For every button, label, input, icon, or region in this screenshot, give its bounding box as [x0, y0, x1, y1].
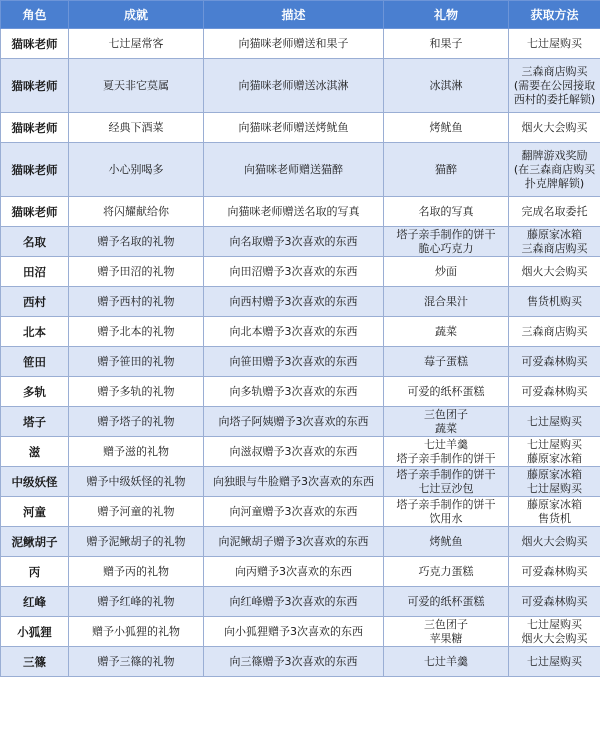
- achievement-cell: 赠予塔子的礼物: [69, 407, 204, 437]
- table-row: [1, 347, 600, 377]
- role-cell: 猫咪老师: [1, 59, 69, 113]
- method-line: 烟火大会购买: [521, 120, 588, 134]
- description-cell: 向田沼赠予3次喜欢的东西: [204, 257, 384, 287]
- gift-line: 猫醉: [435, 162, 457, 176]
- description-cell: 向西村赠予3次喜欢的东西: [204, 287, 384, 317]
- description-cell: 向泥鳅胡子赠予3次喜欢的东西: [204, 527, 384, 557]
- gift-cell: [384, 527, 509, 557]
- table-row: [1, 143, 600, 197]
- gift-line: 三色团子: [424, 407, 468, 421]
- role-cell: 滋: [1, 437, 69, 467]
- table-row: [1, 317, 600, 347]
- role-cell: 北本: [1, 317, 69, 347]
- gift-line: 冰淇淋: [429, 78, 463, 92]
- method-cell: [509, 143, 600, 197]
- gift-line: 名取的写真: [418, 204, 474, 218]
- gift-line: 蔬菜: [435, 421, 457, 435]
- role-cell: 丙: [1, 557, 69, 587]
- achievement-cell: 赠予丙的礼物: [69, 557, 204, 587]
- table-row: [1, 113, 600, 143]
- gift-line: 莓子蛋糕: [424, 354, 468, 368]
- gift-line: 七辻豆沙包: [418, 481, 474, 495]
- method-line: 七辻屋购买: [527, 654, 582, 668]
- role-cell: 多轨: [1, 377, 69, 407]
- achievement-cell: 赠予名取的礼物: [69, 227, 204, 257]
- method-line: 烟火大会购买: [521, 631, 588, 645]
- role-cell: 塔子: [1, 407, 69, 437]
- gift-cell: [384, 587, 509, 617]
- table-row: [1, 437, 600, 467]
- method-line: (在三森商店购买: [513, 162, 596, 176]
- method-line: 三森商店购买: [521, 324, 588, 338]
- method-line: 烟火大会购买: [521, 534, 588, 548]
- gift-line: 塔子亲手制作的饼干: [396, 227, 496, 241]
- table-row: [1, 587, 600, 617]
- method-cell: [509, 197, 600, 227]
- method-line: 藤原家冰箱: [527, 497, 582, 511]
- role-cell: 猫咪老师: [1, 197, 69, 227]
- table-row: [1, 617, 600, 647]
- method-line: 售货机购买: [527, 294, 582, 308]
- table-row: [1, 29, 600, 59]
- method-line: 扑克牌解锁): [524, 176, 585, 190]
- role-cell: 笹田: [1, 347, 69, 377]
- header-gift: 礼物: [384, 1, 509, 29]
- method-cell: [509, 617, 600, 647]
- gift-line: 烤鱿鱼: [429, 120, 463, 134]
- method-cell: [509, 347, 600, 377]
- description-cell: 向小狐狸赠予3次喜欢的东西: [204, 617, 384, 647]
- method-line: 可爱森林购买: [521, 594, 588, 608]
- gift-cell: [384, 113, 509, 143]
- table-row: [1, 527, 600, 557]
- achievement-cell: 赠予笹田的礼物: [69, 347, 204, 377]
- header-description: 描述: [204, 1, 384, 29]
- role-cell: 猫咪老师: [1, 143, 69, 197]
- method-line: (需要在公园接取: [513, 78, 596, 92]
- achievement-cell: 赠予多轨的礼物: [69, 377, 204, 407]
- method-cell: [509, 407, 600, 437]
- method-line: 七辻屋购买: [527, 437, 582, 451]
- method-line: 翻牌游戏奖励: [521, 148, 588, 162]
- table-row: [1, 197, 600, 227]
- method-line: 可爱森林购买: [521, 564, 588, 578]
- description-cell: 向河童赠予3次喜欢的东西: [204, 497, 384, 527]
- gift-cell: [384, 407, 509, 437]
- table-row: [1, 647, 600, 677]
- table-header: [1, 1, 600, 29]
- role-cell: 小狐狸: [1, 617, 69, 647]
- gift-cell: [384, 227, 509, 257]
- gift-cell: [384, 557, 509, 587]
- gift-cell: [384, 647, 509, 677]
- gift-cell: [384, 257, 509, 287]
- description-cell: 向三篠赠予3次喜欢的东西: [204, 647, 384, 677]
- achievement-cell: 夏天非它莫属: [69, 59, 204, 113]
- gift-line: 可爱的纸杯蛋糕: [407, 594, 485, 608]
- method-line: 藤原家冰箱: [527, 467, 582, 481]
- table-body: [1, 29, 600, 677]
- gift-line: 炒面: [435, 264, 457, 278]
- gift-line: 七辻羊羹: [424, 654, 468, 668]
- table-row: [1, 287, 600, 317]
- gift-line: 巧克力蛋糕: [418, 564, 474, 578]
- method-line: 完成名取委托: [521, 204, 588, 218]
- method-cell: [509, 467, 600, 497]
- method-cell: [509, 317, 600, 347]
- method-line: 藤原家冰箱: [527, 451, 582, 465]
- gift-line: 脆心巧克力: [418, 241, 474, 255]
- table-row: [1, 467, 600, 497]
- gift-line: 和果子: [429, 36, 463, 50]
- role-cell: 名取: [1, 227, 69, 257]
- method-line: 七辻屋购买: [527, 414, 582, 428]
- table-row: [1, 407, 600, 437]
- header-row: [1, 1, 600, 29]
- header-role: 角色: [1, 1, 69, 29]
- description-cell: 向塔子阿姨赠予3次喜欢的东西: [204, 407, 384, 437]
- achievement-cell: 小心别喝多: [69, 143, 204, 197]
- achievement-cell: 经典下酒菜: [69, 113, 204, 143]
- method-line: 七辻屋购买: [527, 36, 582, 50]
- gift-line: 可爱的纸杯蛋糕: [407, 384, 485, 398]
- method-line: 藤原家冰箱: [527, 227, 582, 241]
- gift-line: 七辻羊羹: [424, 437, 468, 451]
- gift-cell: [384, 377, 509, 407]
- method-cell: [509, 287, 600, 317]
- gift-cell: [384, 617, 509, 647]
- header-achievement: 成就: [69, 1, 204, 29]
- achievement-cell: 赠予泥鳅胡子的礼物: [69, 527, 204, 557]
- description-cell: 向北本赠予3次喜欢的东西: [204, 317, 384, 347]
- table-row: [1, 59, 600, 113]
- achievement-cell: 七辻屋常客: [69, 29, 204, 59]
- method-line: 七辻屋购买: [527, 617, 582, 631]
- description-cell: 向丙赠予3次喜欢的东西: [204, 557, 384, 587]
- description-cell: 向猫咪老师赠送名取的写真: [204, 197, 384, 227]
- achievement-cell: 赠予西村的礼物: [69, 287, 204, 317]
- gift-line: 塔子亲手制作的饼干: [396, 451, 496, 465]
- role-cell: 中级妖怪: [1, 467, 69, 497]
- description-cell: 向多轨赠予3次喜欢的东西: [204, 377, 384, 407]
- gift-cell: [384, 437, 509, 467]
- table-row: [1, 377, 600, 407]
- description-cell: 向滋叔赠予3次喜欢的东西: [204, 437, 384, 467]
- description-cell: 向独眼与牛脸赠予3次喜欢的东西: [204, 467, 384, 497]
- achievement-cell: 赠予小狐狸的礼物: [69, 617, 204, 647]
- achievement-cell: 赠予三篠的礼物: [69, 647, 204, 677]
- method-cell: [509, 587, 600, 617]
- method-line: 烟火大会购买: [521, 264, 588, 278]
- achievement-cell: 赠予中级妖怪的礼物: [69, 467, 204, 497]
- role-cell: 田沼: [1, 257, 69, 287]
- gift-cell: [384, 317, 509, 347]
- description-cell: 向猫咪老师赠送猫醉: [204, 143, 384, 197]
- description-cell: 向猫咪老师赠送烤鱿鱼: [204, 113, 384, 143]
- method-cell: [509, 497, 600, 527]
- table-row: [1, 497, 600, 527]
- method-cell: [509, 227, 600, 257]
- description-cell: 向名取赠予3次喜欢的东西: [204, 227, 384, 257]
- description-cell: 向笹田赠予3次喜欢的东西: [204, 347, 384, 377]
- role-cell: 三篠: [1, 647, 69, 677]
- gift-line: 蔬菜: [435, 324, 457, 338]
- method-cell: [509, 377, 600, 407]
- achievement-cell: 赠予滋的礼物: [69, 437, 204, 467]
- gift-cell: [384, 287, 509, 317]
- achievement-cell: 赠予北本的礼物: [69, 317, 204, 347]
- gift-line: 塔子亲手制作的饼干: [396, 497, 496, 511]
- achievement-cell: 将闪耀献给你: [69, 197, 204, 227]
- table-row: [1, 257, 600, 287]
- method-line: 可爱森林购买: [521, 354, 588, 368]
- method-line: 三森商店购买: [521, 241, 588, 255]
- table-row: [1, 557, 600, 587]
- header-method: 获取方法: [509, 1, 600, 29]
- role-cell: 红峰: [1, 587, 69, 617]
- gift-line: 饮用水: [429, 511, 463, 525]
- gift-cell: [384, 197, 509, 227]
- description-cell: 向猫咪老师赠送冰淇淋: [204, 59, 384, 113]
- role-cell: 河童: [1, 497, 69, 527]
- gift-cell: [384, 467, 509, 497]
- gift-line: 塔子亲手制作的饼干: [396, 467, 496, 481]
- method-cell: [509, 527, 600, 557]
- method-cell: [509, 113, 600, 143]
- method-line: 三森商店购买: [521, 64, 588, 78]
- method-cell: [509, 29, 600, 59]
- method-line: 售货机: [538, 511, 571, 525]
- method-cell: [509, 557, 600, 587]
- method-line: 七辻屋购买: [527, 481, 582, 495]
- description-cell: 向红峰赠予3次喜欢的东西: [204, 587, 384, 617]
- method-line: 可爱森林购买: [521, 384, 588, 398]
- achievement-cell: 赠予田沼的礼物: [69, 257, 204, 287]
- role-cell: 猫咪老师: [1, 113, 69, 143]
- achievement-cell: 赠予河童的礼物: [69, 497, 204, 527]
- gift-cell: [384, 497, 509, 527]
- gift-cell: [384, 143, 509, 197]
- role-cell: 泥鳅胡子: [1, 527, 69, 557]
- role-cell: 猫咪老师: [1, 29, 69, 59]
- method-cell: [509, 647, 600, 677]
- gift-line: 烤鱿鱼: [429, 534, 463, 548]
- method-cell: [509, 257, 600, 287]
- table-row: [1, 227, 600, 257]
- method-cell: [509, 59, 600, 113]
- gift-cell: [384, 347, 509, 377]
- description-cell: 向猫咪老师赠送和果子: [204, 29, 384, 59]
- gift-line: 三色团子: [424, 617, 468, 631]
- gift-cell: [384, 29, 509, 59]
- role-cell: 西村: [1, 287, 69, 317]
- gift-cell: [384, 59, 509, 113]
- method-cell: [509, 437, 600, 467]
- method-line: 西村的委托解锁): [513, 92, 596, 106]
- gift-line: 混合果汁: [424, 294, 468, 308]
- achievement-cell: 赠予红峰的礼物: [69, 587, 204, 617]
- gift-line: 苹果糖: [429, 631, 463, 645]
